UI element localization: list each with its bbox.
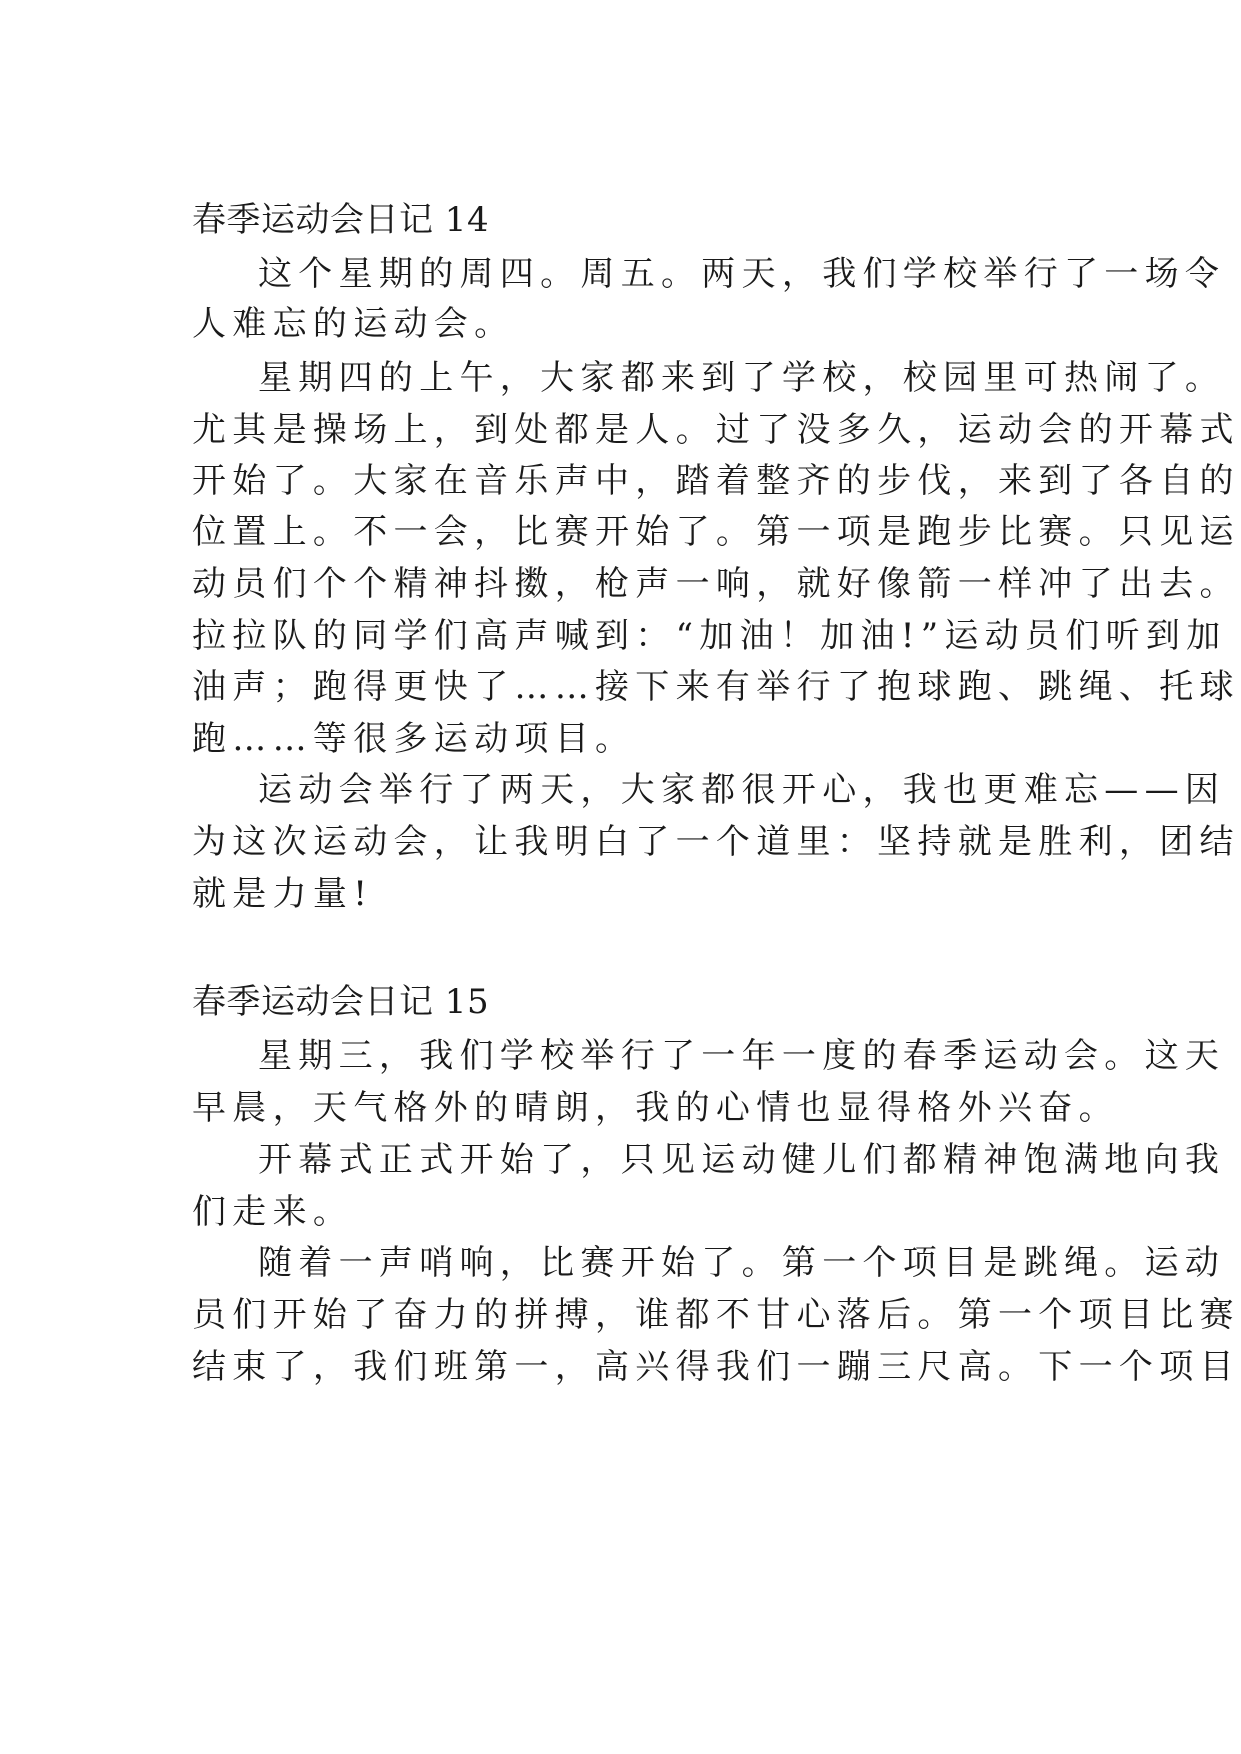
paragraph-line: 随着一声哨响，比赛开始了。第一个项目是跳绳。运动 (258, 1243, 1226, 1283)
paragraph-line: 开幕式正式开始了，只见运动健儿们都精神饱满地向我 (258, 1140, 1226, 1180)
paragraph-line: 结束了，我们班第一，高兴得我们一蹦三尺高。下一个项目 (192, 1347, 1240, 1387)
paragraph-line: 就是力量! (192, 874, 374, 914)
paragraph-line: 动员们个个精神抖擞，枪声一响，就好像箭一样冲了出去。 (192, 564, 1240, 604)
paragraph-line: 开始了。大家在音乐声中，踏着整齐的步伐，来到了各自的 (192, 461, 1240, 501)
paragraph-line: 拉拉队的同学们高声喊到：“加油！加油!”运动员们听到加 (192, 616, 1227, 656)
paragraph-line: 位置上。不一会，比赛开始了。第一项是跑步比赛。只见运 (192, 512, 1240, 552)
paragraph-line: 跑……等很多运动项目。 (192, 719, 636, 759)
paragraph-line: 星期三，我们学校举行了一年一度的春季运动会。这天 (258, 1036, 1226, 1076)
paragraph-line: 人难忘的运动会。 (192, 304, 515, 344)
paragraph-line: 们走来。 (192, 1192, 354, 1232)
paragraph-line: 运动会举行了两天，大家都很开心，我也更难忘——因 (258, 770, 1226, 810)
paragraph-line: 这个星期的周四。周五。两天，我们学校举行了一场令 (258, 254, 1226, 294)
section-title: 春季运动会日记 15 (192, 982, 490, 1022)
paragraph-line: 油声；跑得更快了……接下来有举行了抱球跑、跳绳、托球 (192, 667, 1240, 707)
paragraph-line: 尤其是操场上，到处都是人。过了没多久，运动会的开幕式 (192, 410, 1240, 450)
paragraph-line: 星期四的上午，大家都来到了学校，校园里可热闹了。 (258, 358, 1226, 398)
paragraph-line: 员们开始了奋力的拼搏，谁都不甘心落后。第一个项目比赛 (192, 1295, 1240, 1335)
paragraph-line: 为这次运动会，让我明白了一个道里：坚持就是胜利，团结 (192, 822, 1240, 862)
paragraph-line: 早晨，天气格外的晴朗，我的心情也显得格外兴奋。 (192, 1088, 1119, 1128)
section-title: 春季运动会日记 14 (192, 200, 490, 240)
